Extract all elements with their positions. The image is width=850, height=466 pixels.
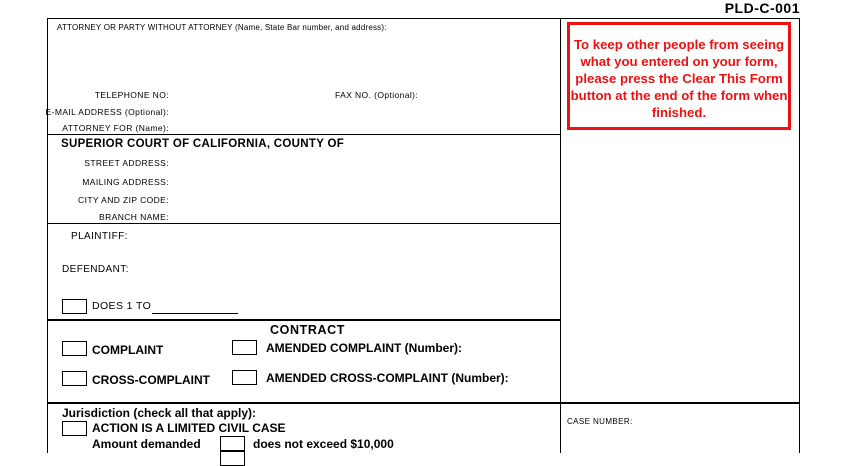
plaintiff-input[interactable] bbox=[140, 228, 550, 242]
fax-input[interactable] bbox=[410, 88, 550, 100]
column-divider bbox=[560, 18, 561, 453]
not-exceed-label: does not exceed $10,000 bbox=[253, 437, 394, 451]
branch-name-label: BRANCH NAME: bbox=[99, 212, 169, 222]
does-number-input[interactable] bbox=[153, 300, 237, 312]
form-id: PLD-C-001 bbox=[724, 0, 800, 16]
limited-case-label: ACTION IS A LIMITED CIVIL CASE bbox=[92, 421, 286, 435]
amended-cross-complaint-label: AMENDED CROSS-COMPLAINT (Number): bbox=[266, 371, 509, 385]
divider-court bbox=[47, 223, 561, 224]
amended-complaint-checkbox[interactable] bbox=[232, 340, 257, 355]
defendant-label: DEFENDANT: bbox=[62, 264, 129, 275]
plaintiff-label: PLAINTIFF: bbox=[71, 231, 128, 242]
complaint-label: COMPLAINT bbox=[92, 343, 164, 357]
jurisdiction-header: Jurisdiction (check all that apply): bbox=[62, 406, 257, 420]
contract-title: CONTRACT bbox=[270, 323, 345, 337]
attorney-for-input[interactable] bbox=[175, 121, 550, 133]
telephone-label: TELEPHONE NO: bbox=[94, 90, 169, 100]
frame-top bbox=[47, 18, 800, 19]
amended-complaint-number-input[interactable] bbox=[472, 340, 552, 354]
street-address-label: STREET ADDRESS: bbox=[84, 158, 169, 168]
attorney-name-address-input[interactable] bbox=[57, 36, 552, 84]
next-amount-checkbox[interactable] bbox=[220, 451, 245, 466]
limited-case-checkbox[interactable] bbox=[62, 421, 87, 436]
defendant-input[interactable] bbox=[140, 261, 550, 275]
telephone-input[interactable] bbox=[175, 88, 325, 100]
email-label: E-MAIL ADDRESS (Optional): bbox=[45, 107, 169, 117]
does-checkbox[interactable] bbox=[62, 299, 87, 314]
complaint-checkbox[interactable] bbox=[62, 341, 87, 356]
fax-label: FAX NO. (Optional): bbox=[335, 90, 419, 100]
amended-cross-complaint-number-input[interactable] bbox=[522, 370, 556, 384]
branch-name-input[interactable] bbox=[175, 210, 550, 222]
amount-demanded-label: Amount demanded bbox=[92, 437, 201, 451]
cross-complaint-label: CROSS-COMPLAINT bbox=[92, 373, 210, 387]
amended-cross-complaint-checkbox[interactable] bbox=[232, 370, 257, 385]
attorney-for-label: ATTORNEY FOR (Name): bbox=[62, 123, 169, 133]
case-number-input[interactable] bbox=[567, 430, 792, 450]
case-number-label: CASE NUMBER: bbox=[567, 417, 633, 426]
amended-complaint-label: AMENDED COMPLAINT (Number): bbox=[266, 341, 462, 355]
cross-complaint-checkbox[interactable] bbox=[62, 371, 87, 386]
privacy-notice: To keep other people from seeing what you entered on your form, please press the Clear This Form button at the end of the form when finished. bbox=[567, 22, 791, 130]
does-label: DOES 1 TO bbox=[92, 300, 152, 312]
frame-left bbox=[47, 18, 48, 453]
does-underline bbox=[152, 313, 238, 314]
street-address-input[interactable] bbox=[175, 156, 550, 168]
court-title: SUPERIOR COURT OF CALIFORNIA, COUNTY OF bbox=[61, 138, 345, 150]
mailing-address-input[interactable] bbox=[175, 175, 550, 187]
attorney-header: ATTORNEY OR PARTY WITHOUT ATTORNEY (Name, State Bar number, and address): bbox=[57, 23, 387, 32]
not-exceed-checkbox[interactable] bbox=[220, 436, 245, 451]
divider-case-number bbox=[560, 402, 800, 404]
divider-attorney bbox=[47, 134, 561, 135]
city-zip-input[interactable] bbox=[175, 193, 550, 205]
divider-parties bbox=[47, 319, 561, 321]
mailing-address-label: MAILING ADDRESS: bbox=[82, 177, 169, 187]
city-zip-label: CITY AND ZIP CODE: bbox=[78, 195, 169, 205]
email-input[interactable] bbox=[175, 105, 550, 117]
divider-contract bbox=[47, 402, 561, 404]
frame-right bbox=[799, 18, 800, 453]
